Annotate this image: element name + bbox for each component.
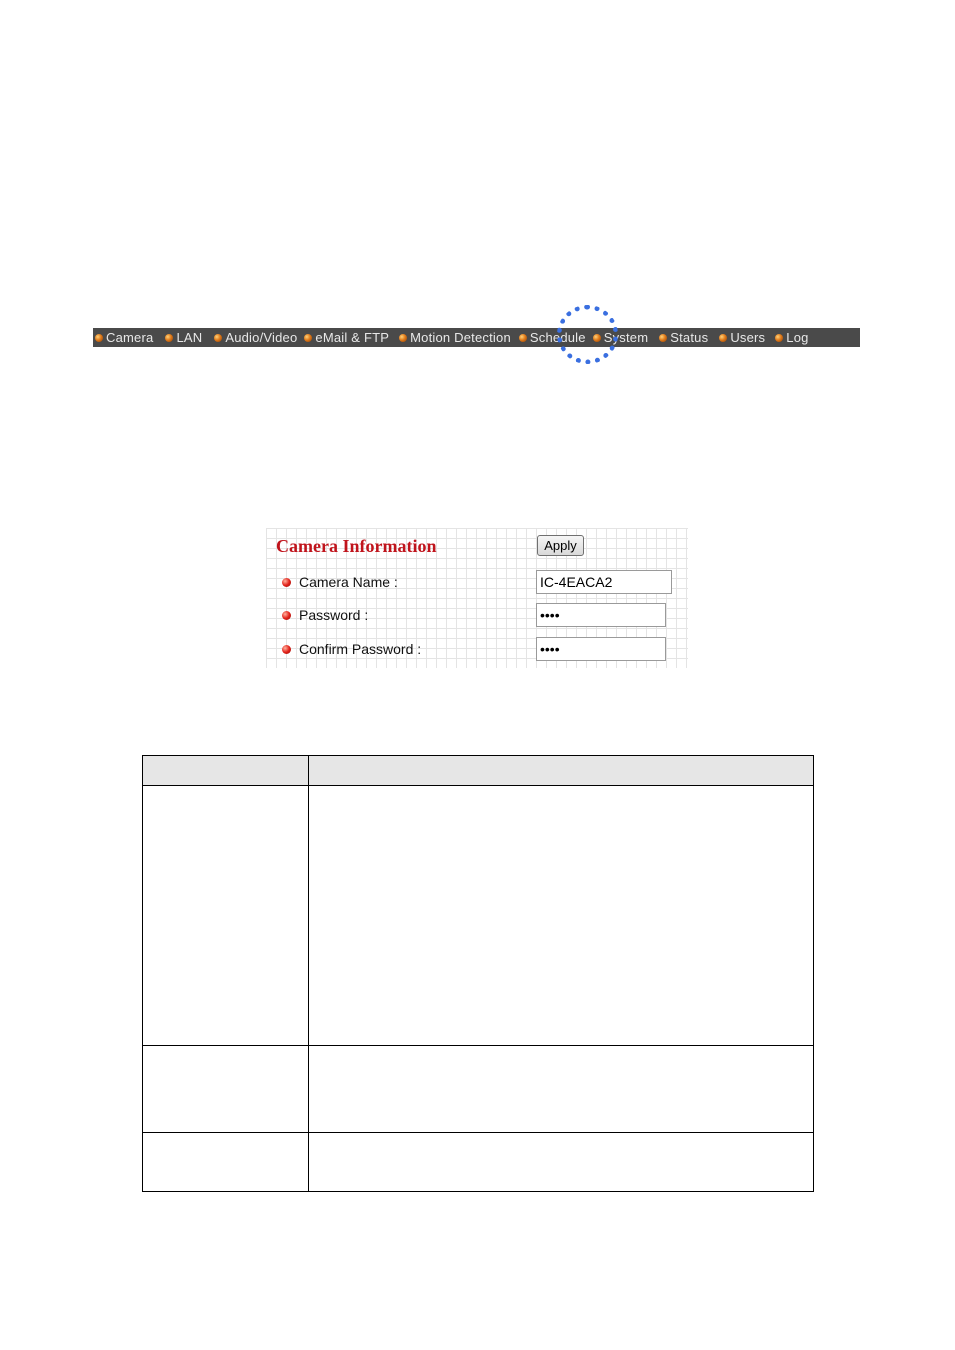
table-cell [309,1133,814,1192]
orange-bullet-icon [775,334,783,342]
table-header-row [143,756,814,786]
table-row [143,786,814,1046]
password-row [282,604,368,626]
camera-name-label: Camera Name : [299,574,398,590]
apply-button[interactable]: Apply [537,535,584,556]
camera-name-row [282,571,398,593]
orange-bullet-icon [519,334,527,342]
camera-information-panel [266,528,688,668]
orange-bullet-icon [165,334,173,342]
nav-item-label: System [603,330,649,345]
table-row [143,1046,814,1133]
password-input[interactable] [536,603,666,627]
table-row [143,1133,814,1192]
table-cell [143,1133,309,1192]
confirm-password-input[interactable] [536,637,666,661]
red-bullet-icon [282,645,291,654]
table-cell [143,786,309,1046]
table-cell [309,786,814,1046]
orange-bullet-icon [95,334,103,342]
red-bullet-icon [282,578,291,587]
table-header-cell [309,756,814,786]
confirm-password-label: Confirm Password : [299,641,422,657]
password-label: Password : [299,607,369,623]
red-bullet-icon [282,611,291,620]
nav-item-log[interactable] [775,328,808,347]
nav-item-system[interactable] [593,328,649,347]
nav-item-lan[interactable] [165,328,202,347]
orange-bullet-icon [659,334,667,342]
nav-item-label: Users [730,330,766,345]
orange-bullet-icon [399,334,407,342]
orange-bullet-icon [214,334,222,342]
nav-item-schedule[interactable] [519,328,586,347]
nav-item-label: Audio/Video [225,330,298,345]
nav-item-label: Schedule [529,330,586,345]
nav-item-status[interactable] [659,328,708,347]
orange-bullet-icon [593,334,601,342]
nav-item-audio-video[interactable] [214,328,297,347]
nav-item-label: Camera [106,330,154,345]
nav-item-email-ftp[interactable] [304,328,389,347]
nav-item-label: Status [670,330,709,345]
nav-item-label: Log [786,330,809,345]
table-cell [143,1046,309,1133]
nav-item-label: eMail & FTP [315,330,390,345]
nav-item-camera[interactable] [95,328,153,347]
nav-item-label: Motion Detection [410,330,511,345]
description-table [142,755,814,1192]
table-cell [309,1046,814,1133]
confirm-password-row [282,638,421,660]
table-header-cell [143,756,309,786]
nav-item-users[interactable] [719,328,765,347]
orange-bullet-icon [304,334,312,342]
main-navbar [93,328,860,347]
orange-bullet-icon [719,334,727,342]
nav-item-motion-detection[interactable] [399,328,511,347]
panel-title: Camera Information [276,536,437,556]
camera-name-input[interactable] [536,570,672,594]
nav-item-label: LAN [176,330,203,345]
